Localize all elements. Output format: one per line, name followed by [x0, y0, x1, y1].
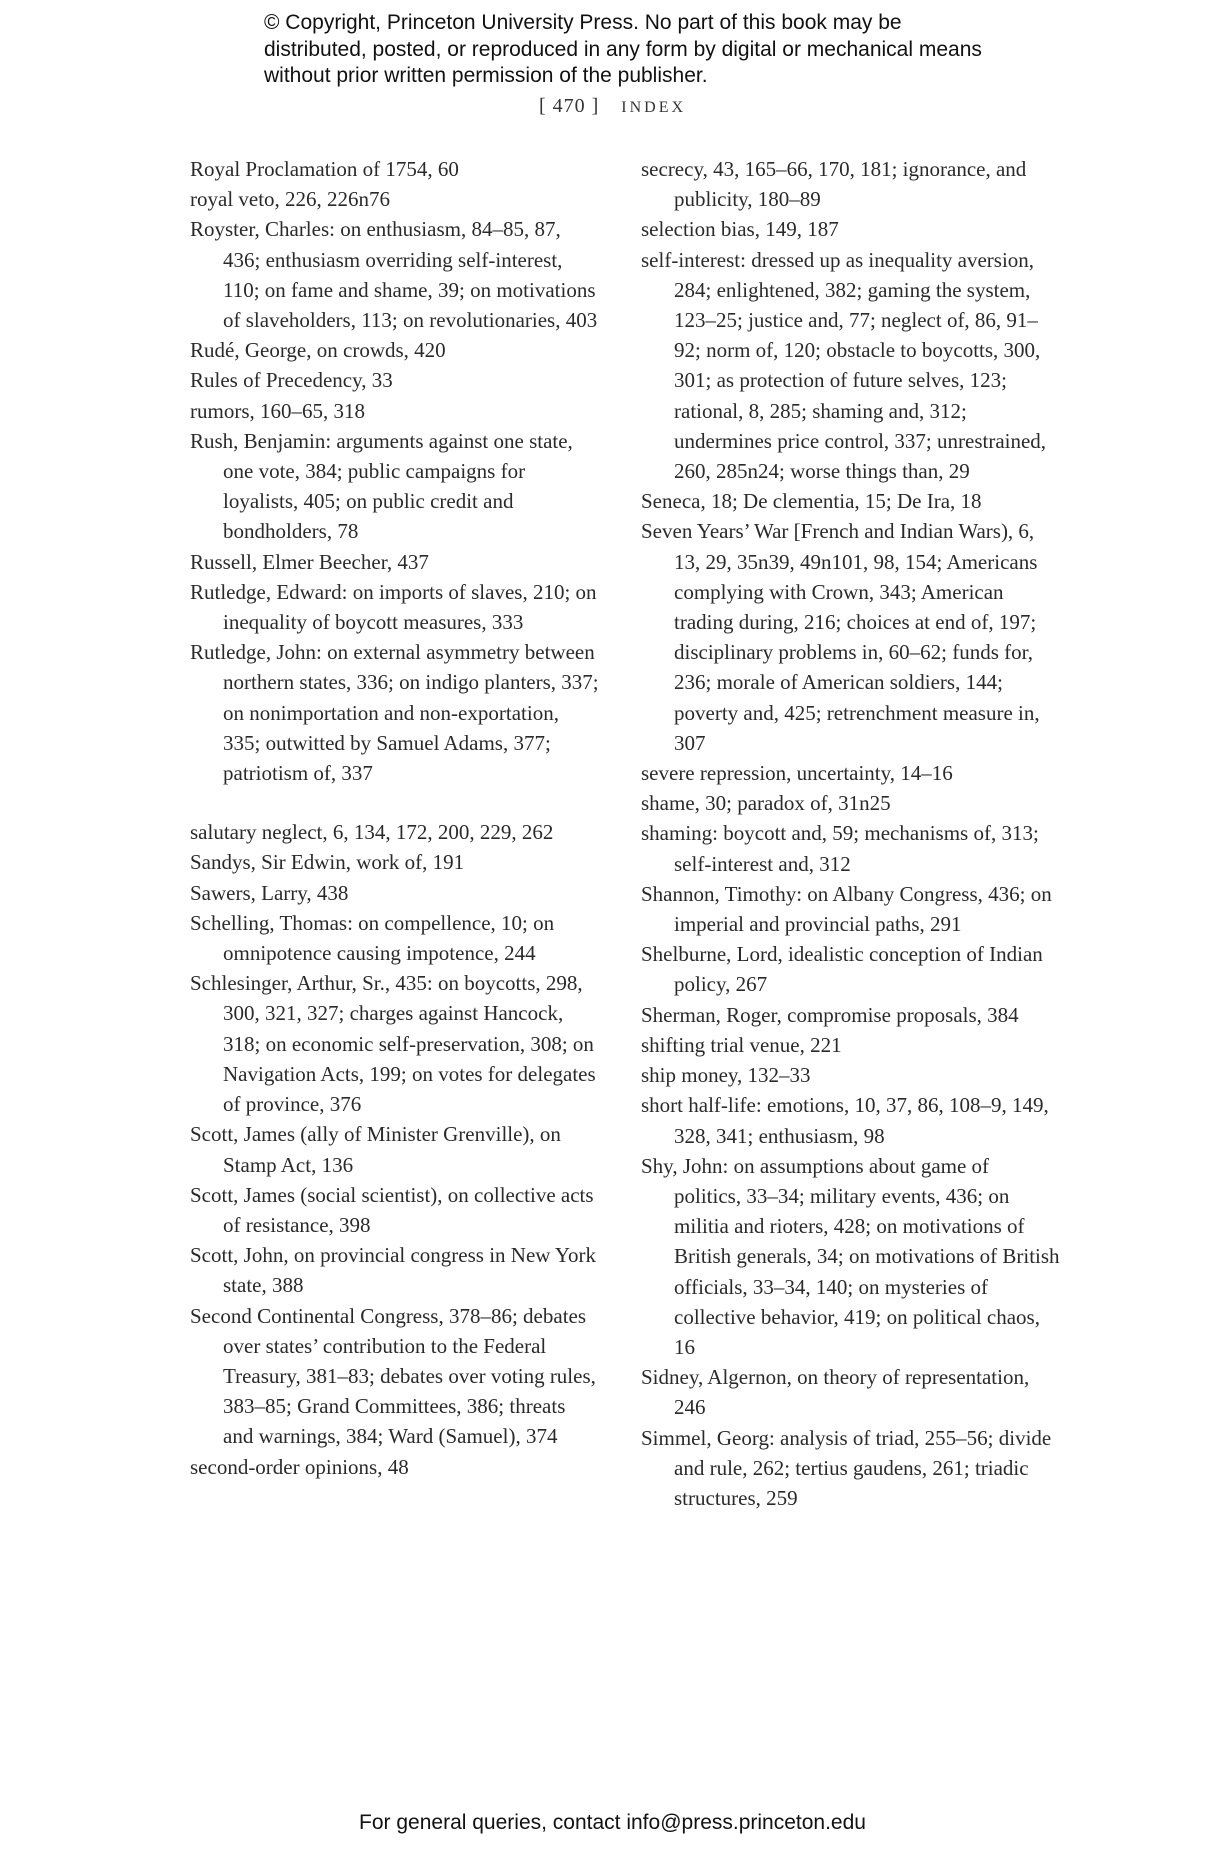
index-entry: Simmel, Georg: analysis of triad, 255–56; divide and rule, 262; tertius gaudens, 261; triadic structures, 259	[641, 1425, 1052, 1510]
index-entry: Rush, Benjamin: arguments against one state, one vote, 384; public campaigns for loyalists, 405; on public credit and bondholders, 78	[190, 428, 573, 544]
page-number: [ 470 ]	[538, 95, 600, 117]
index-entry: Scott, James (social scientist), on collective acts of resistance, 398	[190, 1182, 594, 1237]
index-entry: Royster, Charles: on enthusiasm, 84–85, 87, 436; enthusiasm overriding self-interest, 110; on fame and shame, 39; on motivations of slaveholders, 113; on revolutionaries, 403	[190, 217, 598, 333]
index-entry: Second Continental Congress, 378–86; debates over states’ contribution to the Federal Treasury, 381–83; debates over voting rules, 383–85; Grand Committees, 386; threats and warnings, 384; Ward (Samuel), 374	[190, 1303, 596, 1449]
index-entry: Sherman, Roger, compromise proposals, 384	[641, 1002, 1019, 1027]
index-entry: Rules of Precedency, 33	[190, 368, 393, 393]
index-entry: selection bias, 149, 187	[641, 217, 839, 242]
index-entry: Schlesinger, Arthur, Sr., 435: on boycotts, 298, 300, 321, 327; charges against Hancock, 318; on economic self-preservation, 308; on Navigation Acts, 199; on votes for delegates of province, 376	[190, 971, 596, 1117]
footer-notice: For general queries, contact info@press.princeton.edu	[359, 1811, 866, 1834]
index-column-left	[190, 154, 600, 1482]
index-entry: self-interest: dressed up as inequality aversion, 284; enlightened, 382; gaming the system, 123–25; justice and, 77; neglect of, 86, 91–92; norm of, 120; obstacle to boycotts, 300, 301; as protection of future selves, 123; rational, 8, 285; shaming and, 312; undermines price control, 337; unrestrained, 260, 285n24; worse things than, 29	[641, 247, 1047, 484]
index-entry: Russell, Elmer Beecher, 437	[190, 549, 429, 574]
index-entry: secrecy, 43, 165–66, 170, 181; ignorance, and publicity, 180–89	[641, 157, 1027, 212]
index-entry: salutary neglect, 6, 134, 172, 200, 229, 262	[190, 820, 554, 845]
index-entry: Shy, John: on assumptions about game of politics, 33–34; military events, 436; on militia and rioters, 428; on motivations of British generals, 34; on motivations of British officials, 33–34, 140; on mysteries of collective behavior, 419; on political chaos, 16	[641, 1153, 1060, 1359]
index-entry: Scott, John, on provincial congress in New York state, 388	[190, 1243, 596, 1298]
index-entry: royal veto, 226, 226n76	[190, 187, 391, 212]
index-entry: Seneca, 18; De clementia, 15; De Ira, 18	[641, 489, 982, 514]
index-entry: Seven Years’ War [French and Indian Wars), 6, 13, 29, 35n39, 49n101, 98, 154; Americans complying with Crown, 343; American trading during, 216; choices at end of, 197; disciplinary problems in, 60–62; funds for, 236; morale of American soldiers, 144; poverty and, 425; retrenchment measure in, 307	[641, 519, 1040, 755]
copyright-notice: © Copyright, Princeton University Press. No part of this book may be distributed, posted, or reproduced in any form by digital or mechanical means without prior written permission of the publisher.	[264, 11, 982, 87]
index-entry: Scott, James (ally of Minister Grenville), on Stamp Act, 136	[190, 1122, 561, 1177]
letter-group-gap	[190, 788, 600, 817]
index-entry: shifting trial venue, 221	[641, 1032, 842, 1057]
index-entry: Sawers, Larry, 438	[190, 880, 349, 905]
index-entry: short half-life: emotions, 10, 37, 86, 108–9, 149, 328, 341; enthusiasm, 98	[641, 1093, 1049, 1148]
index-entry: severe repression, uncertainty, 14–16	[641, 761, 953, 786]
index-entry: shaming: boycott and, 59; mechanisms of, 313; self-interest and, 312	[641, 821, 1039, 876]
index-entry: Royal Proclamation of 1754, 60	[190, 157, 459, 181]
index-entry: Sandys, Sir Edwin, work of, 191	[190, 850, 465, 875]
running-head	[0, 94, 1225, 120]
section-title: INDEX	[621, 99, 687, 116]
index-entry: Sidney, Algernon, on theory of representation, 246	[641, 1365, 1030, 1420]
index-entry: second-order opinions, 48	[190, 1454, 409, 1479]
index-entry: Schelling, Thomas: on compellence, 10; on omnipotence causing impotence, 244	[190, 910, 555, 966]
index-entry: Rutledge, Edward: on imports of slaves, 210; on inequality of boycott measures, 333	[190, 579, 597, 635]
index-entry: Shelburne, Lord, idealistic conception of Indian policy, 267	[641, 942, 1043, 997]
index-entry: rumors, 160–65, 318	[190, 398, 365, 423]
index-column-right	[641, 154, 1061, 1513]
index-entry: Rudé, George, on crowds, 420	[190, 338, 446, 363]
index-entry: Shannon, Timothy: on Albany Congress, 436; on imperial and provincial paths, 291	[641, 881, 1052, 937]
index-entry: shame, 30; paradox of, 31n25	[641, 791, 891, 816]
index-entry: Rutledge, John: on external asymmetry between northern states, 336; on indigo planters, 337; on nonimportation and non-exportation, 335; outwitted by Samuel Adams, 377; patriotism of, 337	[190, 640, 599, 786]
index-entry: ship money, 132–33	[641, 1063, 811, 1088]
